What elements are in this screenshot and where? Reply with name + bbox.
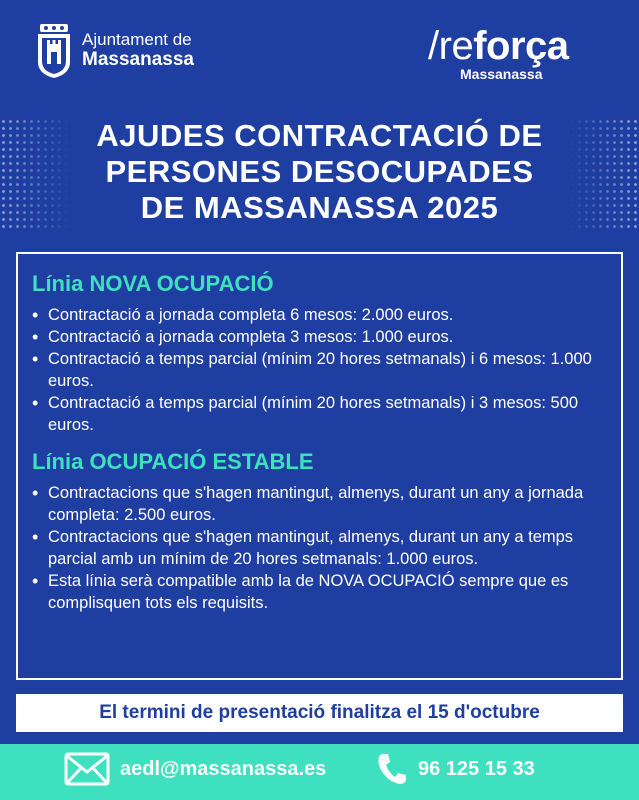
list-item: • Contractació a temps parcial (mínim 20 hores setmanals) i 6 mesos: 1.000 euros. bbox=[32, 348, 607, 392]
email-contact[interactable] bbox=[64, 752, 326, 786]
list-item: • Contractacions que s'hagen mantingut, almenys, durant un any a temps parcial amb un mínim de 20 hores setmanals: 1.000 euros. bbox=[32, 526, 607, 570]
list-item: • Contractació a jornada completa 3 mesos: 1.000 euros. bbox=[32, 326, 607, 348]
section-title-nova-ocupacio: Línia NOVA OCUPACIÓ bbox=[32, 271, 274, 296]
section-title-ocupacio-estable: Línia OCUPACIÓ ESTABLE bbox=[32, 449, 314, 474]
reforca-subtitle: Massanassa bbox=[460, 66, 543, 82]
crest-icon bbox=[34, 22, 74, 80]
reforca-logo bbox=[428, 26, 608, 82]
list-item: • Esta línia serà compatible amb la de NOVA OCUPACIÓ sempre que es complisquen tots els requisits. bbox=[32, 570, 607, 614]
reforca-wordmark: /reforça bbox=[428, 24, 569, 68]
envelope-icon bbox=[64, 752, 110, 786]
ajuntament-label: Ajuntament de bbox=[82, 30, 192, 50]
list-item: • Contractació a temps parcial (mínim 20 hores setmanals) i 3 mesos: 500 euros. bbox=[32, 392, 607, 436]
ajuntament-town: Massanassa bbox=[82, 48, 194, 70]
phone-text[interactable]: 96 125 15 33 bbox=[418, 757, 535, 780]
list-ocupacio-estable bbox=[32, 482, 607, 614]
phone-icon bbox=[376, 752, 408, 786]
phone-contact[interactable] bbox=[376, 752, 535, 786]
list-item: • Contractació a jornada completa 6 mesos: 2.000 euros. bbox=[32, 304, 607, 326]
email-text[interactable]: aedl@massanassa.es bbox=[120, 757, 327, 780]
list-nova-ocupacio bbox=[32, 304, 607, 436]
header bbox=[0, 16, 639, 96]
list-item: • Contractacions que s'hagen mantingut, almenys, durant un any a jornada completa: 2.500 euros. bbox=[32, 482, 607, 526]
info-panel bbox=[16, 252, 623, 680]
ajuntament-logo bbox=[34, 22, 194, 80]
deadline-banner: El termini de presentació finalitza el 15 d'octubre bbox=[16, 694, 623, 732]
page-title: AJUDES CONTRACTACIÓ DE PERSONES DESOCUPADES DE MASSANASSA 2025 bbox=[96, 118, 543, 225]
contact-footer bbox=[0, 744, 639, 800]
